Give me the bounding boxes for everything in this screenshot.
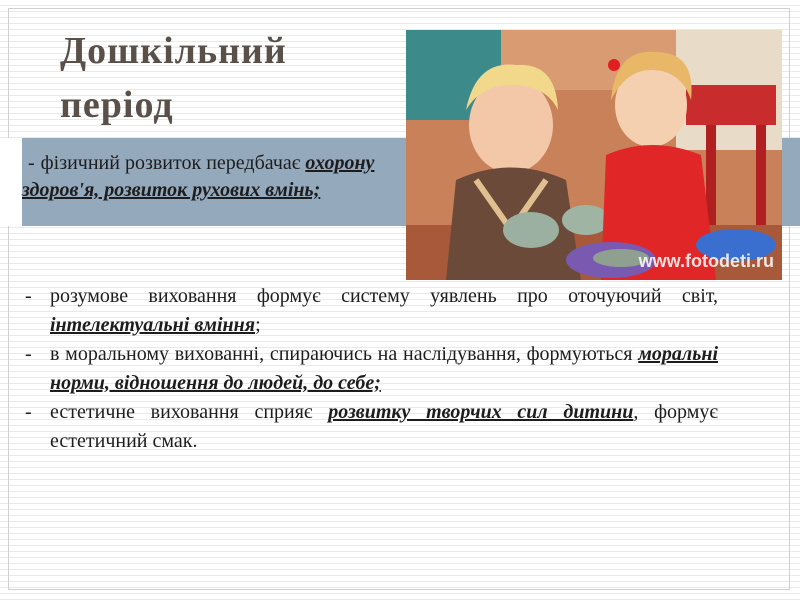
item-text: фізичний розвиток передбачає: [40, 152, 306, 174]
children-photo: [406, 30, 782, 280]
item-emphasis: інтелектуальні вміння: [50, 314, 256, 336]
title-line-1: Дошкільний: [60, 30, 287, 72]
list-dash: -: [25, 401, 32, 423]
item-text: розумове виховання формує систему уявлень про оточуючий світ,: [50, 285, 718, 307]
slide-title: [60, 24, 360, 132]
accent-band-gap: [0, 138, 22, 226]
list-item-aesthetic: [22, 398, 718, 456]
item-emphasis: моральні норми, відношення до людей, до себе;: [50, 343, 718, 394]
list-item-physical: [22, 150, 402, 204]
bullet-list: [22, 282, 718, 456]
item-emphasis: розвитку творчих сил дитини: [328, 401, 634, 423]
list-item-mental: [22, 282, 718, 340]
list-dash: -: [28, 152, 35, 174]
list-dash: -: [25, 285, 32, 307]
list-item-moral: [22, 340, 718, 398]
item-text: , формує естетичний смак.: [50, 401, 718, 452]
item-emphasis: охорону здоров'я, розвиток рухових вмінь;: [22, 152, 375, 201]
item-text: ;: [255, 314, 261, 336]
photo-watermark: www.fotodeti.ru: [638, 251, 774, 271]
title-line-2: період: [60, 84, 174, 126]
item-text: естетичне виховання сприяє: [50, 401, 329, 423]
item-text: в моральному вихованні, спираючись на наслідування, формуються: [50, 343, 639, 365]
list-dash: -: [25, 343, 32, 365]
